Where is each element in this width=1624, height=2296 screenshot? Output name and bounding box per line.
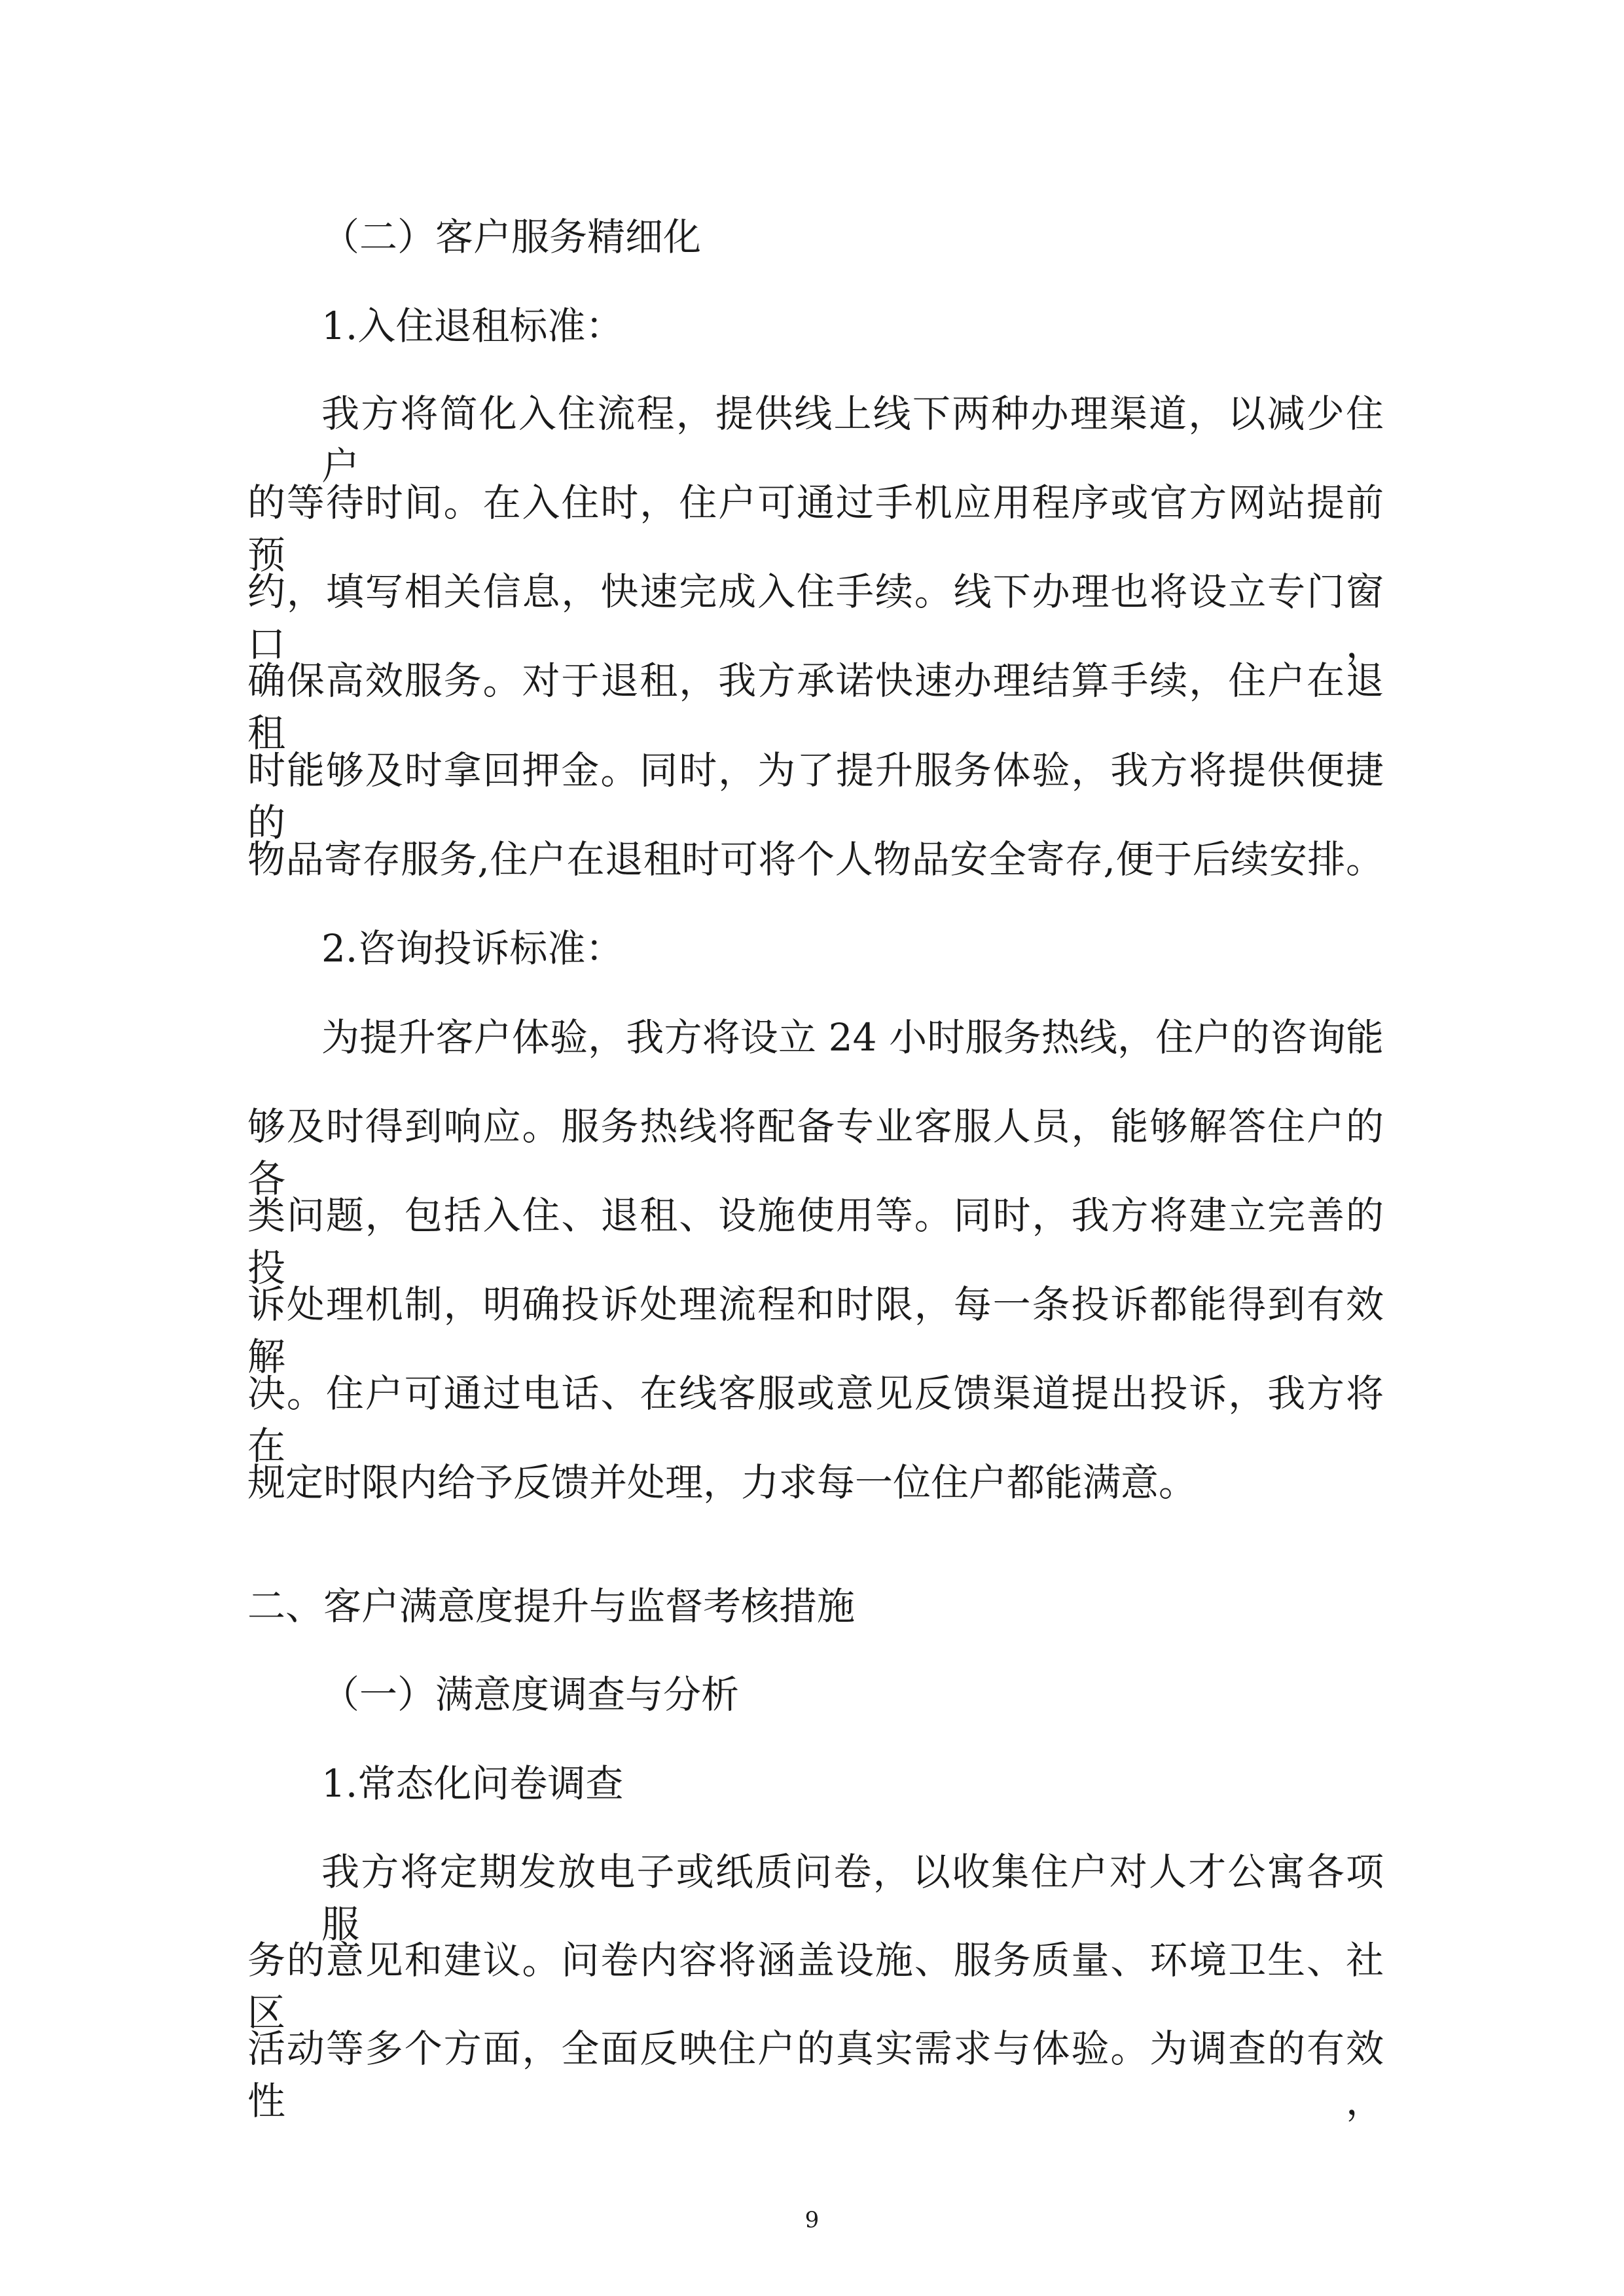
paragraph-line: 为提升客户体验，我方将设立 24 小时服务热线，住户的咨询能 xyxy=(321,1015,1384,1060)
paragraph-line: 务的意见和建议。问卷内容将涵盖设施、服务质量、环境卫生、社区 xyxy=(247,1938,1384,2035)
page-number: 9 xyxy=(804,2207,820,2233)
paragraph-line: 诉处理机制，明确投诉处理流程和时限，每一条投诉都能得到有效解 xyxy=(247,1282,1384,1379)
section-heading-satisfaction: 二、客户满意度提升与监督考核措施 xyxy=(247,1584,856,1628)
paragraph-line: 类问题，包括入住、退租、设施使用等。同时，我方将建立完善的投 xyxy=(247,1193,1384,1290)
paragraph-line: 够及时得到响应。服务热线将配备专业客服人员，能够解答住户的各 xyxy=(247,1104,1384,1201)
paragraph-line: 我方将定期发放电子或纸质问卷，以收集住户对人才公寓各项服 xyxy=(321,1850,1384,1946)
paragraph-line: 我方将简化入住流程，提供线上线下两种办理渠道，以减少住户 xyxy=(321,391,1384,488)
paragraph-line: 的等待时间。在入住时，住户可通过手机应用程序或官方网站提前预 xyxy=(247,480,1384,577)
paragraph-line: 约，填写相关信息，快速完成入住手续。线下办理也将设立专门窗口， xyxy=(247,569,1384,666)
item-title-questionnaire: 1.常态化问卷调查 xyxy=(321,1761,624,1806)
paragraph-line: 确保高效服务。对于退租，我方承诺快速办理结算手续，住户在退租 xyxy=(247,658,1384,755)
item-title-checkin-checkout: 1.入住退租标准： xyxy=(321,304,624,348)
paragraph-line: 时能够及时拿回押金。同时，为了提升服务体验，我方将提供便捷的 xyxy=(247,748,1384,845)
subsection-heading-customer-service: （二）客户服务精细化 xyxy=(321,215,702,259)
paragraph-line: 规定时限内给予反馈并处理，力求每一位住户都能满意。 xyxy=(247,1460,1197,1505)
subsection-heading-survey-analysis: （一）满意度调查与分析 xyxy=(321,1672,740,1717)
paragraph-line: 活动等多个方面，全面反映住户的真实需求与体验。为调查的有效性， xyxy=(247,2026,1384,2123)
item-title-inquiry-complaint: 2.咨询投诉标准： xyxy=(321,926,624,971)
paragraph-line: 决。住户可通过电话、在线客服或意见反馈渠道提出投诉，我方将在 xyxy=(247,1371,1384,1468)
paragraph-line: 物品寄存服务,住户在退租时可将个人物品安全寄存,便于后续安排。 xyxy=(247,837,1384,882)
